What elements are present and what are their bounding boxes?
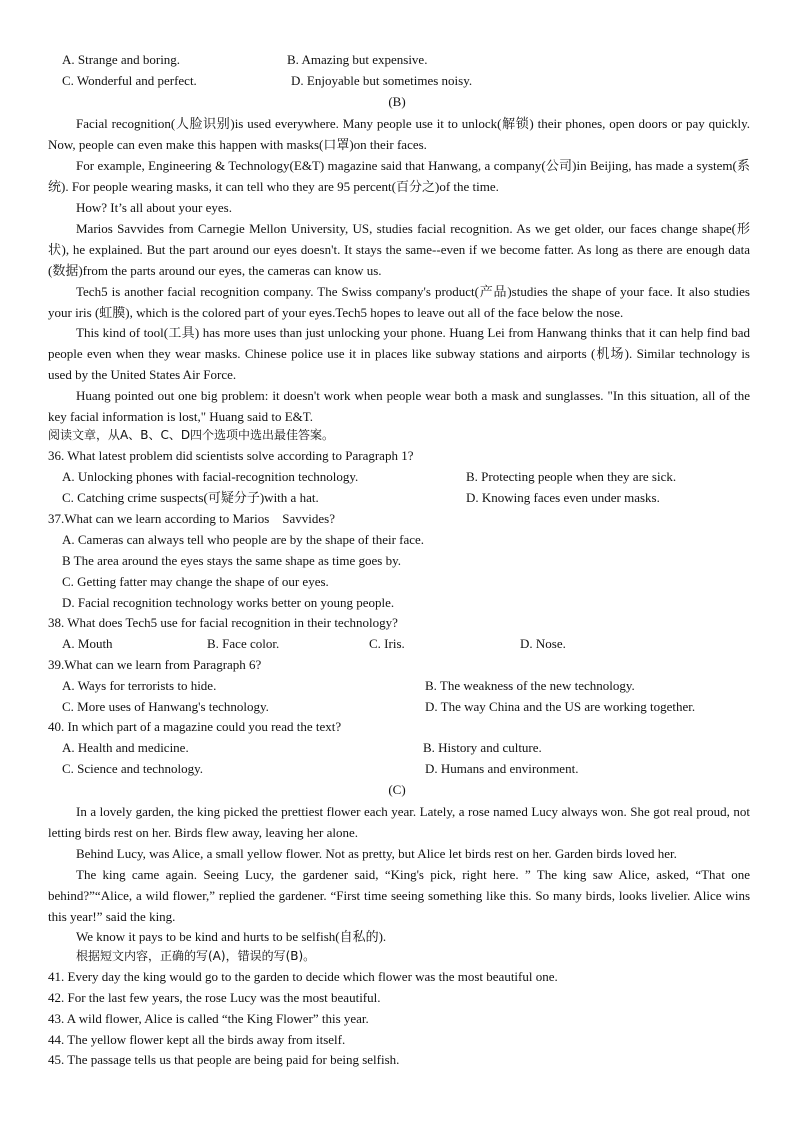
question-39-option-c: C. More uses of Hanwang's technology. — [62, 699, 269, 714]
question-37-option-a: A. Cameras can always tell who people are by the shape of their face. — [62, 532, 425, 547]
question-39-option-a: A. Ways for terrorists to hide. — [62, 678, 217, 693]
question-40-option-b: B. History and culture. — [423, 740, 542, 755]
question-40-option-c: C. Science and technology. — [62, 761, 204, 776]
passage-b-paragraph-7: Huang pointed out one big problem: it doesn't work when people wear both a mask and sunglasses. "In this situation, all of the key facial information is lost," Huang said to E&T. — [48, 388, 750, 424]
statement-42: 42. For the last few years, the rose Lucy was the most beautiful. — [48, 990, 381, 1005]
question-36-stem: 36. What latest problem did scientists solve according to Paragraph 1? — [48, 448, 414, 463]
section-b-heading: (B) — [388, 94, 406, 109]
question-36-option-d: D. Knowing faces even under masks. — [466, 490, 660, 505]
passage-b-paragraph-6: This kind of tool(工具) has more uses than just unlocking your phone. Huang Lei from Hanwang thinks that it can help find bad people even when they wear masks. Chinese police use it in places like subway stations and airports (机场). Similar technology is used by the United States Air Force. — [48, 325, 750, 382]
question-40-option-d: D. Humans and environment. — [425, 761, 579, 776]
statement-45: 45. The passage tells us that people are being paid for being selfish. — [48, 1052, 400, 1067]
passage-c-paragraph-1: In a lovely garden, the king picked the prettiest flower each year. Lately, a rose named Lucy always won. She got real proud, not letting birds rest on her. Birds flew away, leaving her alone. — [48, 804, 750, 840]
statement-41: 41. Every day the king would go to the garden to decide which flower was the most beautiful one. — [48, 969, 558, 984]
passage-c-paragraph-3: The king came again. Seeing Lucy, the gardener said, “King's pick, right here. ” The king saw Alice, asked, “That one behind?”“Alice, a wild flower,” replied the gardener. “First time seeing something like this. So many birds, looks livelier. Alice wins this year!” said the king. — [48, 867, 750, 924]
passage-b-paragraph-4: Marios Savvides from Carnegie Mellon University, US, studies facial recognition. As we get older, our faces change shape(形状), he explained. But the part around our eyes doesn't. It stays the same--even if we become fatter. As long as there are enough data (数据)from the parts around our eyes, the cameras can know us. — [48, 221, 750, 278]
passage-c-paragraph-4: We know it pays to be kind and hurts to be selfish(自私的). — [76, 929, 387, 944]
statement-43: 43. A wild flower, Alice is called “the King Flower” this year. — [48, 1011, 369, 1026]
passage-b-paragraph-1: Facial recognition(人脸识别)is used everywhere. Many people use it to unlock(解锁) their phones, open doors or pay quickly. Now, people can even make this happen with masks(口罩)on their faces. — [48, 116, 750, 152]
question-37-option-b: B The area around the eyes stays the same shape as time goes by. — [62, 553, 401, 568]
question-39-stem: 39.What can we learn from Paragraph 6? — [48, 657, 262, 672]
question-38-stem: 38. What does Tech5 use for facial recognition in their technology? — [48, 615, 398, 630]
option-c: C. Wonderful and perfect. — [62, 73, 197, 88]
passage-c-paragraph-2: Behind Lucy, was Alice, a small yellow flower. Not as pretty, but Alice let birds rest on her. Garden birds loved her. — [76, 846, 677, 861]
passage-b-paragraph-2: For example, Engineering & Technology(E&T) magazine said that Hanwang, a company(公司)in Beijing, has made a system(系统). For people wearing masks, it can tell who they are 95 percent(百分之)of the time. — [48, 158, 750, 194]
question-36-option-b: B. Protecting people when they are sick. — [466, 469, 677, 484]
option-b: B. Amazing but expensive. — [287, 52, 428, 67]
statement-44: 44. The yellow flower kept all the birds away from itself. — [48, 1032, 346, 1047]
question-37-stem: 37.What can we learn according to Marios Savvides? — [48, 511, 335, 526]
option-a: A. Strange and boring. — [62, 52, 181, 67]
passage-b-paragraph-3: How? It’s all about your eyes. — [76, 200, 232, 215]
section-b-instruction: 阅读文章，从A、B、C、D四个选项中选出最佳答案。 — [48, 428, 335, 442]
question-36-option-a: A. Unlocking phones with facial-recognition technology. — [62, 469, 359, 484]
question-38-option-d: D. Nose. — [520, 636, 566, 651]
option-d: D. Enjoyable but sometimes noisy. — [291, 73, 473, 88]
question-39-option-d: D. The way China and the US are working together. — [425, 699, 696, 714]
question-37-option-c: C. Getting fatter may change the shape of our eyes. — [62, 574, 329, 589]
question-40-stem: 40. In which part of a magazine could you read the text? — [48, 719, 342, 734]
question-36-option-c: C. Catching crime suspects(可疑分子)with a hat. — [62, 490, 319, 505]
question-38-option-b: B. Face color. — [207, 636, 280, 651]
passage-b-paragraph-5: Tech5 is another facial recognition company. The Swiss company's product(产品)studies the shape of your face. It also studies your iris (虹膜), which is the colored part of your eyes.Tech5 hopes to leave out all of the face below the nose. — [48, 284, 750, 320]
question-38-option-a: A. Mouth — [62, 636, 113, 651]
section-c-instruction: 根据短文内容，正确的写(A)，错误的写(B)。 — [76, 949, 316, 963]
section-c-heading: (C) — [388, 782, 406, 797]
question-39-option-b: B. The weakness of the new technology. — [425, 678, 635, 693]
question-38-option-c: C. Iris. — [369, 636, 405, 651]
question-37-option-d: D. Facial recognition technology works better on young people. — [62, 595, 395, 610]
question-40-option-a: A. Health and medicine. — [62, 740, 189, 755]
